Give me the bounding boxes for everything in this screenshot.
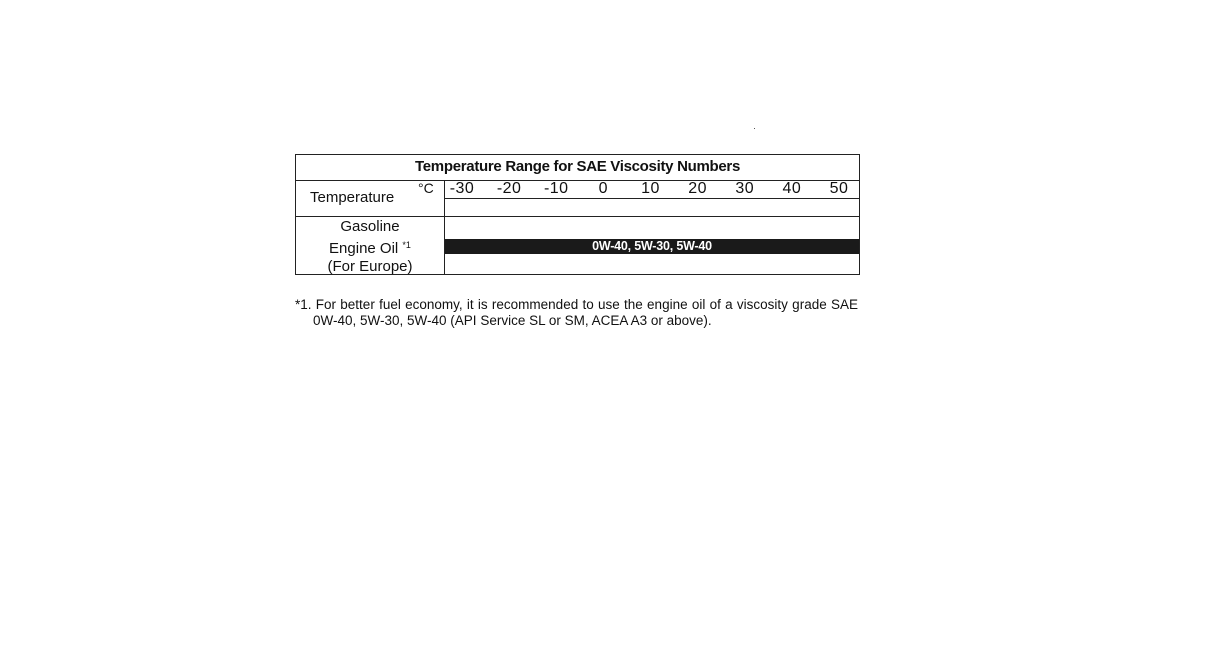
table-title: Temperature Range for SAE Viscosity Numbers — [296, 155, 859, 181]
footnote-line: 0W-40, 5W-30, 5W-40 (API Service SL or SM, ACEA A3 or above). — [313, 313, 712, 328]
footnote — [295, 297, 858, 329]
oil-label-line: Gasoline — [340, 218, 400, 235]
scale-tick: 50 — [829, 180, 849, 197]
scale-tick: 0 — [598, 180, 609, 197]
viscosity-grade-bar: 0W-40, 5W-30, 5W-40 — [445, 239, 859, 254]
viscosity-table — [295, 154, 860, 275]
scale-tick: -20 — [496, 180, 522, 197]
scale-tick: 10 — [641, 180, 660, 197]
scale-tick: 40 — [782, 180, 802, 197]
row-divider — [296, 216, 859, 217]
temperature-label: Temperature — [310, 189, 395, 206]
footnote-mark: *1 — [402, 240, 411, 250]
oil-label-text: Engine Oil — [329, 240, 403, 257]
scale-tick: 30 — [735, 180, 755, 197]
oil-label-line — [296, 236, 444, 258]
oil-type-label — [296, 218, 444, 276]
scale-underline — [444, 198, 859, 199]
scale-tick: 20 — [688, 180, 708, 197]
scan-speck — [754, 128, 755, 129]
oil-label-line: (For Europe) — [327, 258, 413, 275]
scale-tick: -10 — [543, 180, 569, 197]
unit-label: °C — [418, 180, 434, 196]
scale-tick: -30 — [449, 180, 475, 197]
footnote-line: *1. For better fuel economy, it is recommended to use the engine oil of a viscosity grade SAE — [295, 297, 858, 312]
label-column-divider — [444, 180, 445, 274]
